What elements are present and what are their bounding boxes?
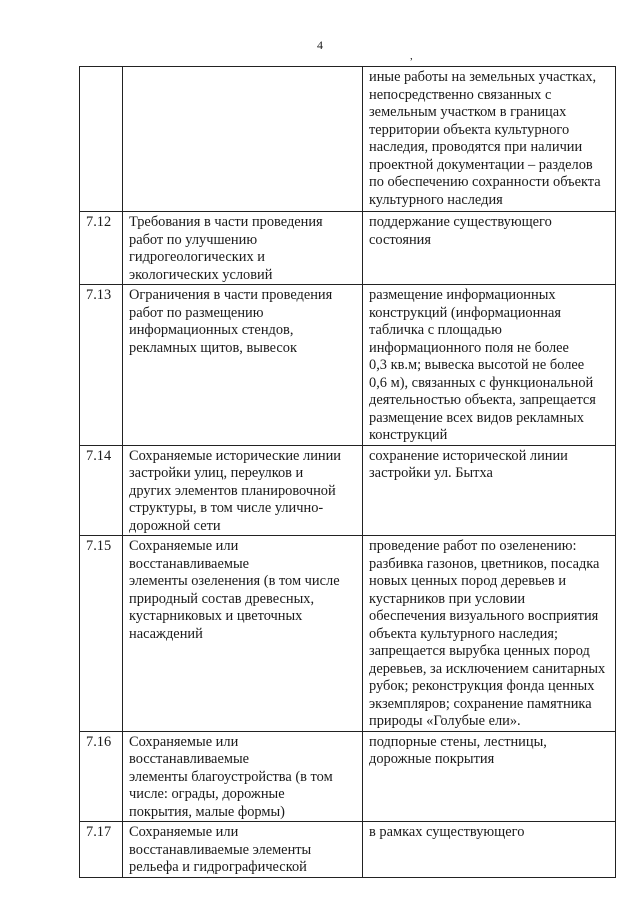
cell-line: Сохраняемые исторические линии [129,447,341,464]
cell-line: Ограничения в части проведения [129,287,333,303]
cell-line: работ по размещению [129,304,264,321]
page-mark: , [410,50,413,62]
row-number: 7.17 [80,822,123,878]
requirement-text-cell [363,67,616,212]
cell-line: Требования в части проведения [129,214,323,230]
cell-line: рельефа и гидрографической [129,859,307,875]
cell-line: Сохраняемые или [129,824,239,840]
cell-line: Сохраняемые или [129,538,239,554]
requirement-text-cell [363,822,616,878]
table-row [80,212,616,285]
cell-line: дорожные покрытия [369,751,495,767]
cell-line: иные работы на земельных участках, [369,69,597,85]
cell-line: рубок; реконструкция фонда ценных [369,678,595,694]
cell-line: других элементов планировочной [129,482,336,499]
requirement-name-cell [123,212,363,285]
requirement-text-cell [363,731,616,822]
table-row [80,285,616,446]
cell-line: природы «Голубые ели». [369,713,521,729]
regulations-table [79,66,616,878]
cell-line: проведение работ по озеленению: [369,538,577,554]
cell-line: подпорные стены, лестницы, [369,733,547,750]
requirement-name-cell [123,67,363,212]
cell-line: восстанавливаемые [129,751,249,767]
cell-line: территории объекта культурного [369,121,570,138]
cell-line: табличка с площадью [369,322,502,338]
cell-line: сохранение исторической линии [369,447,568,464]
cell-line: 0,6 м), связанных с функциональной [369,374,594,391]
row-number: 7.13 [80,285,123,446]
cell-line: новых ценных пород деревьев и [369,573,567,589]
table-row [80,67,616,212]
requirement-text-cell [363,285,616,446]
cell-line: информационных стендов, [129,322,294,338]
cell-line: деревьев, за исключением санитарных [369,660,606,677]
cell-line: природный состав древесных, [129,590,315,607]
cell-line: объекта культурного наследия; [369,625,559,642]
cell-line: работ по улучшению [129,231,258,248]
cell-line: кустарниковых и цветочных [129,608,303,624]
cell-line: элементы озеленения (в том числе [129,573,340,589]
cell-line: числе: ограды, дорожные [129,786,285,802]
requirement-text-cell [363,445,616,536]
cell-line: структуры, в том числе улично- [129,500,324,516]
row-number: 7.15 [80,536,123,732]
cell-line: конструкций [369,427,448,443]
cell-line: размещение информационных [369,287,556,303]
row-number: 7.14 [80,445,123,536]
cell-line: экологических условий [129,266,273,283]
cell-line: элементы благоустройства (в том [129,768,333,785]
table-row [80,536,616,732]
cell-line: восстанавливаемые [129,555,249,572]
table-row [80,822,616,878]
cell-line: проектной документации – разделов [369,156,593,173]
requirement-name-cell [123,822,363,878]
cell-line: кустарников при условии [369,590,526,607]
row-number: 7.12 [80,212,123,285]
row-number: 7.16 [80,731,123,822]
requirement-name-cell [123,536,363,732]
requirement-text-cell [363,536,616,732]
cell-line: застройки улиц, переулков и [129,465,304,481]
cell-line: экземпляров; сохранение памятника [369,695,592,712]
requirement-name-cell [123,731,363,822]
cell-line: по обеспечению сохранности объекта [369,174,601,190]
table-row [80,445,616,536]
cell-line: информационного поля не более [369,339,569,356]
row-number [80,67,123,212]
cell-line: наследия, проводятся при наличии [369,139,583,155]
requirement-name-cell [123,445,363,536]
cell-line: разбивка газонов, цветников, посадка [369,555,600,572]
cell-line: размещение всех видов рекламных [369,409,584,426]
cell-line: культурного наследия [369,191,503,208]
cell-line: состояния [369,231,431,248]
cell-line: земельным участком в границах [369,104,567,120]
cell-line: Сохраняемые или [129,733,239,750]
cell-line: запрещается вырубка ценных пород [369,643,590,659]
cell-line: конструкций (информационная [369,304,561,321]
requirement-name-cell [123,285,363,446]
cell-line: в рамках существующего [369,824,525,840]
cell-line: рекламных щитов, вывесок [129,339,297,356]
cell-line: деятельностью объекта, запрещается [369,392,596,408]
page-number: 4 [317,38,323,52]
cell-line: восстанавливаемые элементы [129,841,312,858]
cell-line: непосредственно связанных с [369,86,552,103]
cell-line: насаждений [129,625,203,642]
cell-line: покрытия, малые формы) [129,803,285,820]
regulations-table-body [80,67,616,878]
cell-line: поддержание существующего [369,214,552,230]
cell-line: дорожной сети [129,517,221,534]
cell-line: застройки ул. Бытха [369,465,493,481]
cell-line: 0,3 кв.м; вывеска высотой не более [369,357,585,373]
requirement-text-cell [363,212,616,285]
cell-line: обеспечения визуального восприятия [369,608,599,624]
table-row [80,731,616,822]
cell-line: гидрогеологических и [129,249,265,265]
